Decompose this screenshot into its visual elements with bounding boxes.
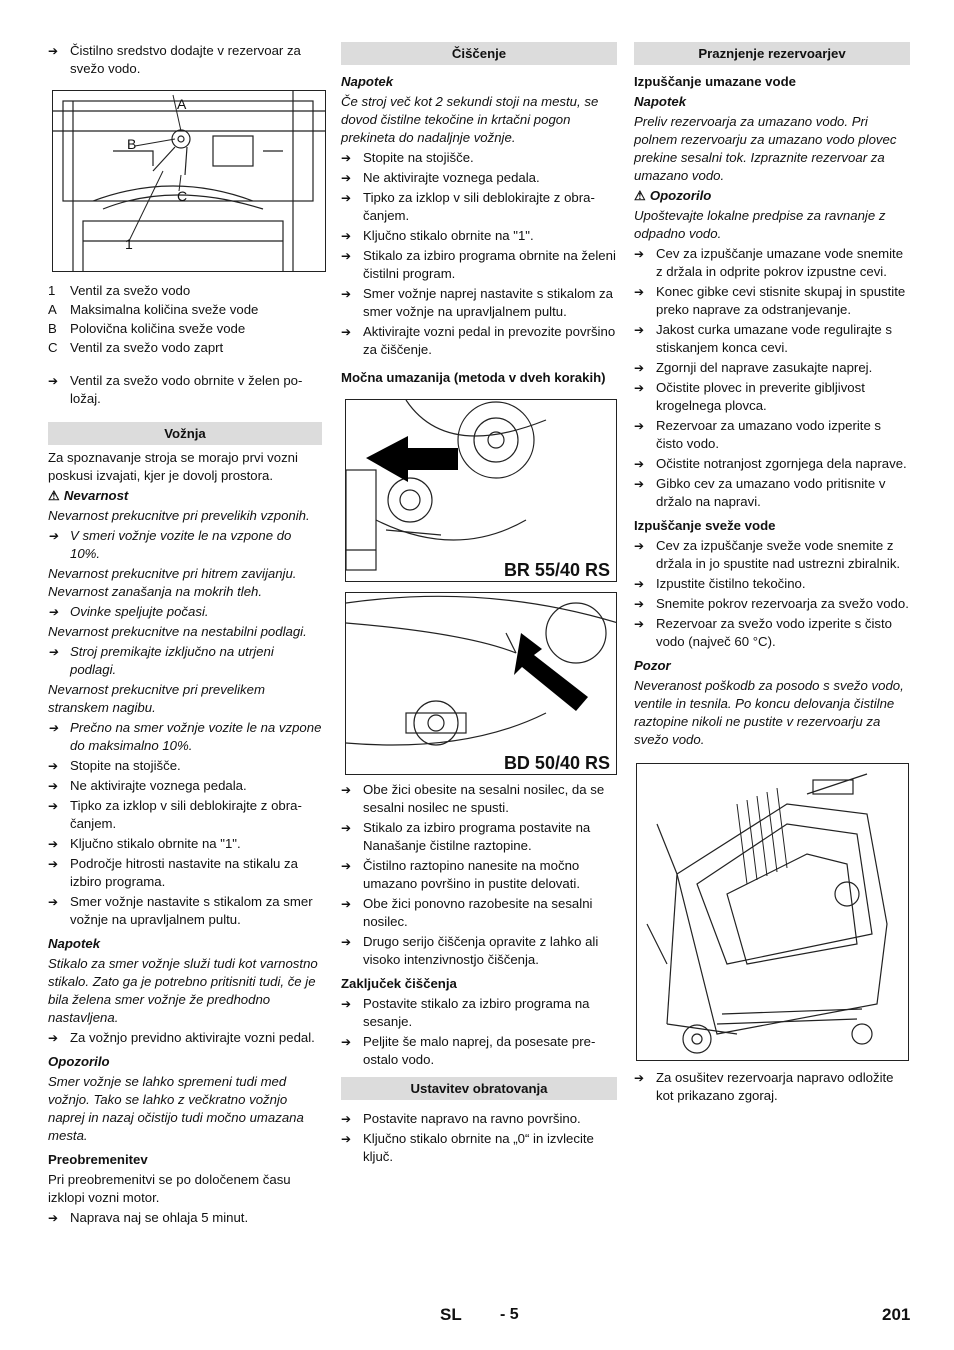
heavy-step: ➔ Čistilno raztopino nanesite na močno umazano površino in pustite delovati. xyxy=(341,857,617,893)
fresh-step: ➔ Izpustite čistilno tekočino. xyxy=(634,575,910,593)
overload-heading: Preobremenitev xyxy=(48,1152,148,1167)
note-text: Če stroj več kot 2 sekundi stoji na mestu, se dovod čistilne tekočine in krtačni pogon prekineta do nadaljnje vožnje. xyxy=(341,94,599,145)
section-title-driving: Vožnja xyxy=(48,422,322,445)
heavy-dirt-heading: Močna umazanija (metoda v dveh korakih) xyxy=(341,370,606,385)
legend-item: C Ventil za svežo vodo zaprt xyxy=(48,340,224,355)
figure-legend xyxy=(48,282,322,357)
section-title-emptying: Praznjenje rezervoarjev xyxy=(634,42,910,65)
pozor-text: Neveranost poškodb za posodo s svežo vodo, ventile in tesnila. Po koncu delovanja čistilne raztopine nikoli ne pustite v rezervoarju za svežo vodo. xyxy=(634,678,904,747)
caution-text: Upoštevajte lokalne predpise za ravnanje z odpadno vodo. xyxy=(634,208,886,241)
warning-triangle-icon: ⚠ xyxy=(634,188,646,203)
danger-step: ➔ Stroj premikajte izključno na utrjeni podlagi. xyxy=(48,643,322,679)
caution-heading: ⚠ Opozorilo xyxy=(634,188,712,203)
heavy-step: ➔ Obe žici ponovno razobesite na sesalni nosilec. xyxy=(341,895,617,931)
valve-illustration xyxy=(53,91,326,272)
driving-intro: Za spoznavanje stroja se morajo prvi vozni poskusi izvajati, kjer je dovolj prostora. xyxy=(48,450,298,483)
dirty-step: ➔ Konec gibke cevi stisnite skupaj in spustite preko naprave za odstranjevanje. xyxy=(634,283,910,319)
note-text: Preliv rezervoarja za umazano vodo. Pri polnem rezervoarju za umazano vodo plovec prekine sesalni tok. Izpraznite rezervoar za umazano vodo. xyxy=(634,114,897,183)
note-heading: Napotek xyxy=(341,74,394,89)
figure-bd-model xyxy=(345,592,617,775)
footer-page-number: 201 xyxy=(882,1305,911,1324)
danger-step: ➔ Prečno na smer vožnje vozite le na vzpone do maksimalno 10%. xyxy=(48,719,322,755)
danger-text: Nevarnost prekucnitve pri prevelikem stranskem nagibu. xyxy=(48,682,265,715)
machine-drying-illustration xyxy=(637,764,909,1061)
stop-step: ➔ Postavite napravo na ravno površino. xyxy=(341,1110,617,1128)
danger-step: ➔ Ovinke speljujte počasi. xyxy=(48,603,322,621)
drive-step: ➔ Stopite na stojišče. xyxy=(48,757,322,775)
section-title-shutdown: Ustavitev obratovanja xyxy=(341,1077,617,1100)
end-step: ➔ Postavite stikalo za izbiro programa na sesanje. xyxy=(341,995,617,1031)
end-step: ➔ Peljite še malo naprej, da posesate preostalo vodo. xyxy=(341,1033,617,1069)
br-squeegee-illustration xyxy=(346,400,617,582)
dirty-step: ➔ Zgornji del naprave zasukajte naprej. xyxy=(634,359,910,377)
fresh-step: ➔ Cev za izpuščanje sveže vode snemite z držala in jo spustite nad ustrezni zbiralnik. xyxy=(634,537,910,573)
footer-section-page: - 5 xyxy=(500,1306,519,1323)
clean-step: ➔ Stikalo za izbiro programa obrnite na želeni čistilni program. xyxy=(341,247,617,283)
danger-text: Nevarnost prekucnitve pri hitrem zavijanju. Nevarnost zanašanja na mokrih tleh. xyxy=(48,566,297,599)
clean-step: ➔ Aktivirajte vozni pedal in prevozite površino za čiščenje. xyxy=(341,323,617,359)
danger-text: Nevarnost prekucnitve na nestabilni podlagi. xyxy=(48,624,307,639)
dirty-step: ➔ Cev za izpuščanje umazane vode snemite z držala in odprite pokrov izpustne cevi. xyxy=(634,245,910,281)
dirty-step: ➔ Očistite plovec in preverite gibljivost krogelnega plovca. xyxy=(634,379,910,415)
danger-heading: ⚠ Nevarnost xyxy=(48,488,129,503)
note-text: Stikalo za smer vožnje služi tudi kot varnostno stikalo. Zato ga je potrebno pritisniti tudi, če je bila želena smer vožnje že predhodno nastavljena. xyxy=(48,956,318,1025)
dirty-step: ➔ Rezervoar za umazano vodo izperite s čisto vodo. xyxy=(634,417,910,453)
stop-step: ➔ Ključno stikalo obrnite na „0“ in izvlecite ključ. xyxy=(341,1130,617,1166)
drive-step: ➔ Tipko za izklop v sili deblokirajte z obračanjem. xyxy=(48,797,322,833)
clean-step: ➔ Tipko za izklop v sili deblokirajte z obračanjem. xyxy=(341,189,617,225)
clean-step: ➔ Stopite na stojišče. xyxy=(341,149,617,167)
end-cleaning-heading: Zaključek čiščenja xyxy=(341,976,457,991)
clean-step: ➔ Ključno stikalo obrnite na "1". xyxy=(341,227,617,245)
overload-step: ➔ Naprava naj se ohlaja 5 minut. xyxy=(48,1209,322,1227)
pozor-heading: Pozor xyxy=(634,658,671,673)
danger-text: Nevarnost prekucnitve pri prevelikih vzponih. xyxy=(48,508,310,523)
column-3 xyxy=(634,42,910,1107)
model-label-bd: BD 50/40 RS xyxy=(503,753,610,773)
final-step: ➔ Za osušitev rezervoarja napravo odložite kot prikazano zgoraj. xyxy=(634,1069,910,1105)
step-add-detergent: ➔ Čistilno sredstvo dodajte v rezervoar za svežo vodo. xyxy=(48,42,322,78)
note-heading: Napotek xyxy=(48,936,101,951)
bd-squeegee-illustration xyxy=(346,593,617,775)
danger-step: ➔ V smeri vožnje vozite le na vzpone do 10%. xyxy=(48,527,322,563)
heavy-step: ➔ Stikalo za izbiro programa postavite na Nanašanje čistilne raztopine. xyxy=(341,819,617,855)
column-1 xyxy=(48,42,322,1229)
model-label-br: BR 55/40 RS xyxy=(503,560,610,580)
note-heading: Napotek xyxy=(634,94,687,109)
warning-triangle-icon: ⚠ xyxy=(48,488,60,503)
label-C: C xyxy=(177,188,188,204)
column-2 xyxy=(341,42,617,1168)
legend-item: B Polovična količina sveže vode xyxy=(48,321,246,336)
drive-step: ➔ Ključno stikalo obrnite na "1". xyxy=(48,835,322,853)
clean-step: ➔ Smer vožnje naprej nastavite s stikalom za smer vožnje na upravljalnem pultu. xyxy=(341,285,617,321)
label-B: B xyxy=(127,136,137,152)
fresh-step: ➔ Rezervoar za svežo vodo izperite s čisto vodo (največ 60 °C). xyxy=(634,615,910,651)
dirty-step: ➔ Gibko cev za umazano vodo pritisnite v držalo na napravi. xyxy=(634,475,910,511)
drive-step: ➔ Ne aktivirajte voznega pedala. xyxy=(48,777,322,795)
legend-item: A Maksimalna količina sveže vode xyxy=(48,302,259,317)
legend-item: 1 Ventil za svežo vodo xyxy=(48,283,191,298)
step-turn-valve: ➔ Ventil za svežo vodo obrnite v želen položaj. xyxy=(48,372,322,408)
figure-machine-tilted xyxy=(636,763,909,1061)
dirty-step: ➔ Jakost curka umazane vode regulirajte s stiskanjem konca cevi. xyxy=(634,321,910,357)
caution-heading: Opozorilo xyxy=(48,1054,110,1069)
heavy-step: ➔ Obe žici obesite na sesalni nosilec, da se sesalni nosilec ne spusti. xyxy=(341,781,617,817)
clean-step: ➔ Ne aktivirajte voznega pedala. xyxy=(341,169,617,187)
footer-language: SL xyxy=(440,1305,462,1324)
drive-step: ➔ Smer vožnje nastavite s stikalom za smer vožnje na upravljalnem pultu. xyxy=(48,893,322,929)
figure-fresh-water-valve xyxy=(52,90,326,272)
fresh-water-heading: Izpuščanje sveže vode xyxy=(634,518,776,533)
label-A: A xyxy=(177,96,187,112)
heavy-step: ➔ Drugo serijo čiščenja opravite z lahko ali visoko intenzivnostjo čiščenja. xyxy=(341,933,617,969)
section-title-cleaning: Čiščenje xyxy=(341,42,617,65)
label-1: 1 xyxy=(125,236,133,252)
pedal-step: ➔ Za vožnjo previdno aktivirajte vozni pedal. xyxy=(48,1029,322,1047)
caution-text: Smer vožnje se lahko spremeni tudi med vožnjo. Tako se lahko z večkratno vožnjo naprej in nazaj očistijo tudi močno umazana mesta. xyxy=(48,1074,304,1143)
drive-step: ➔ Področje hitrosti nastavite na stikalu za izbiro programa. xyxy=(48,855,322,891)
overload-text: Pri preobremenitvi se po določenem času izklopi vozni motor. xyxy=(48,1172,291,1205)
dirty-water-heading: Izpuščanje umazane vode xyxy=(634,74,796,89)
fresh-step: ➔ Snemite pokrov rezervoarja za svežo vodo. xyxy=(634,595,910,613)
figure-br-model xyxy=(345,399,617,582)
dirty-step: ➔ Očistite notranjost zgornjega dela naprave. xyxy=(634,455,910,473)
